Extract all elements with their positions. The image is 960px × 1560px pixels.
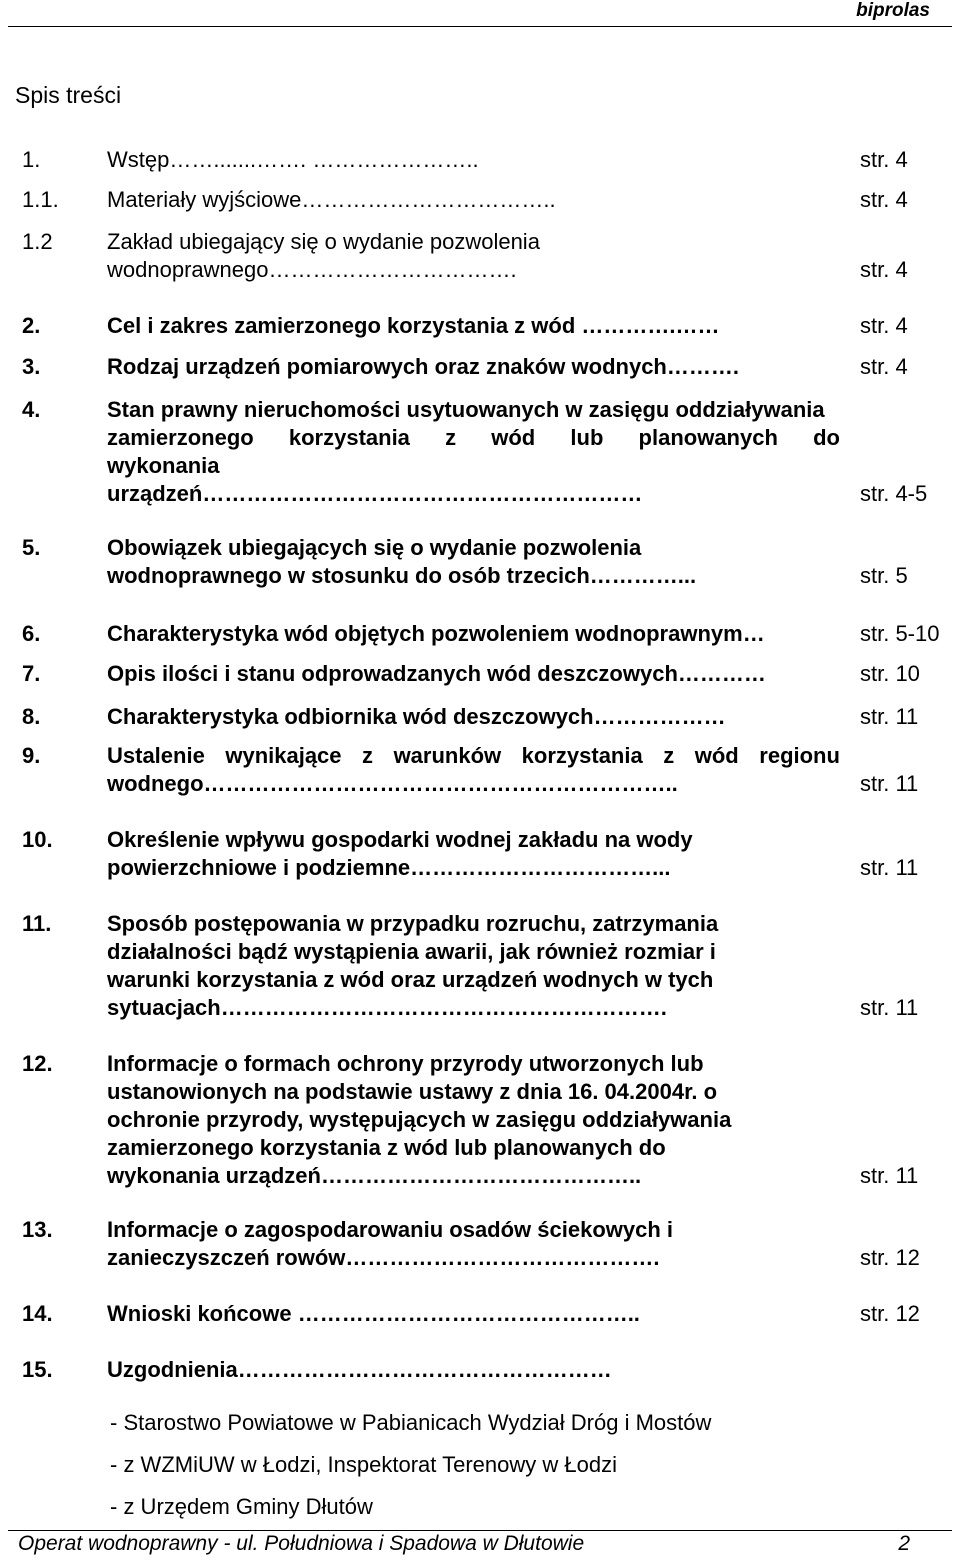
toc-entry-page: str. 5 — [860, 563, 908, 588]
toc-entry-title — [107, 312, 840, 340]
toc-entry-title — [107, 703, 840, 731]
toc-entry-title — [107, 1356, 840, 1384]
toc-entry-title — [107, 620, 840, 648]
toc-entry-title-line: zanieczyszczeń rowów……………………………………. — [107, 1245, 660, 1270]
toc-entry — [0, 1216, 960, 1272]
toc-entry-title — [107, 742, 840, 798]
toc-entry-title — [107, 353, 840, 381]
toc-entry-title — [107, 910, 840, 1022]
toc-entry-number: 7. — [22, 661, 41, 686]
toc-entry — [0, 620, 960, 648]
toc-entry-title-line: powierzchniowe i podziemne……………………………... — [107, 855, 671, 880]
toc-entry-page: str. 4 — [860, 354, 908, 379]
header-brand: biprolas — [856, 0, 930, 21]
toc-entry-title-line: Ustalenie wynikające z warunków korzystania z wód regionu — [107, 743, 840, 768]
toc-entry-title-line: Charakterystyka wód objętych pozwoleniem wodnoprawnym… — [107, 621, 765, 646]
toc-entry-title-line: Informacje o zagospodarowaniu osadów ściekowych i — [107, 1217, 674, 1242]
toc-entry — [0, 534, 960, 590]
toc-entry — [0, 353, 960, 381]
toc-entry-number: 6. — [22, 621, 41, 646]
toc-entry-title — [107, 1050, 840, 1190]
toc-entry-title — [107, 186, 840, 214]
toc-entry-title-line: Informacje o formach ochrony przyrody utworzonych lub — [107, 1051, 704, 1076]
toc-entry — [0, 826, 960, 882]
toc-entry — [0, 703, 960, 731]
toc-entry-page: str. 12 — [860, 1301, 920, 1326]
toc-entry-title-line: ochronie przyrody, występujących w zasięgu oddziaływania — [107, 1107, 732, 1132]
toc-entry-title-line: wykonania — [107, 453, 220, 478]
toc-entry-title-line: Materiały wyjściowe…………………………….. — [107, 187, 556, 212]
toc-entry-title-line: działalności bądź wystąpienia awarii, jak również rozmiar i — [107, 939, 716, 964]
footer-divider — [8, 1530, 952, 1531]
toc-entry-title-line: Uzgodnienia…………………………………………… — [107, 1357, 612, 1382]
approval-item: - z Urzędem Gminy Dłutów — [110, 1494, 373, 1519]
toc-entry-title-line: wodnego……………………………………………………….. — [107, 771, 678, 796]
approval-item: - Starostwo Powiatowe w Pabianicach Wydział Dróg i Mostów — [110, 1410, 712, 1435]
toc-entry-title — [107, 826, 840, 882]
toc-entry-title-line: Zakład ubiegający się o wydanie pozwolenia — [107, 229, 540, 254]
toc-entry-page: str. 4 — [860, 257, 908, 282]
toc-entry-title — [107, 228, 840, 284]
toc-entry — [0, 312, 960, 340]
toc-entry-number: 3. — [22, 354, 41, 379]
toc-title: Spis treści — [15, 82, 122, 108]
toc-entry-page: str. 10 — [860, 661, 920, 686]
toc-entry-page: str. 5-10 — [860, 621, 940, 646]
header-divider — [8, 26, 952, 27]
toc-entry-number: 4. — [22, 397, 41, 422]
toc-entry-title — [107, 1300, 840, 1328]
toc-entry-title-line: Określenie wpływu gospodarki wodnej zakładu na wody — [107, 827, 693, 852]
toc-entry-title-line: sytuacjach……………………………………………………. — [107, 995, 667, 1020]
toc-entry-title-line: warunki korzystania z wód oraz urządzeń wodnych w tych — [107, 967, 714, 992]
toc-entry-number: 8. — [22, 704, 41, 729]
footer-page-number: 2 — [898, 1532, 910, 1555]
toc-entry-page: str. 11 — [860, 995, 919, 1020]
toc-entry-title-line: Rodzaj urządzeń pomiarowych oraz znaków wodnych………. — [107, 354, 739, 379]
toc-entry-page: str. 11 — [860, 855, 919, 880]
toc-entry-number: 13. — [22, 1217, 53, 1242]
toc-entry-number: 10. — [22, 827, 53, 852]
toc-entry-number: 1.1. — [22, 187, 59, 212]
toc-entry — [0, 396, 960, 508]
footer-text: Operat wodnoprawny - ul. Południowa i Spadowa w Dłutowie — [18, 1532, 585, 1555]
toc-entry — [0, 146, 960, 174]
toc-entry — [0, 742, 960, 798]
toc-entry-title-line: zamierzonego korzystania z wód lub planowanych do — [107, 1135, 666, 1160]
toc-entry-number: 5. — [22, 535, 41, 560]
approval-item: - z WZMiUW w Łodzi, Inspektorat Terenowy w Łodzi — [110, 1452, 617, 1477]
toc-entry-page: str. 11 — [860, 771, 919, 796]
toc-entry-title-line: Sposób postępowania w przypadku rozruchu, zatrzymania — [107, 911, 719, 936]
toc-entry-number: 15. — [22, 1357, 53, 1382]
toc-entry — [0, 660, 960, 688]
toc-entry-title — [107, 1216, 840, 1272]
toc-entry-title-line: urządzeń…………………………………………………… — [107, 481, 643, 506]
toc-entry-title-line: wodnoprawnego w stosunku do osób trzecich…………... — [107, 563, 697, 588]
toc-entry-title-line: Charakterystyka odbiornika wód deszczowych……………… — [107, 704, 726, 729]
toc-entry-page: str. 11 — [860, 1163, 919, 1188]
toc-entry-page: str. 4 — [860, 313, 908, 338]
toc-entry-title-line: wodnoprawnego……………………………. — [107, 257, 517, 282]
toc-entry-title-line: Opis ilości i stanu odprowadzanych wód deszczowych………… — [107, 661, 766, 686]
toc-entry-title — [107, 396, 840, 508]
toc-entry-number: 14. — [22, 1301, 53, 1326]
toc-entry-title — [107, 146, 840, 174]
toc-entry — [0, 1050, 960, 1190]
toc-entry — [0, 910, 960, 1022]
toc-entry-title-line: ustanowionych na podstawie ustawy z dnia 16. 04.2004r. o — [107, 1079, 718, 1104]
toc-entry-title — [107, 660, 840, 688]
toc-entry-number: 12. — [22, 1051, 53, 1076]
toc-entry — [0, 186, 960, 214]
toc-entry-title-line: wykonania urządzeń…………………………………….. — [107, 1163, 642, 1188]
toc-entry-title-line: zamierzonego korzystania z wód lub planowanych do — [107, 425, 840, 450]
toc-entry-page: str. 12 — [860, 1245, 920, 1270]
toc-entry — [0, 1300, 960, 1328]
toc-entry-number: 1. — [22, 147, 41, 172]
toc-entry — [0, 1356, 960, 1384]
toc-entry-title — [107, 534, 840, 590]
toc-entry-page: str. 4 — [860, 147, 908, 172]
toc-entry-number: 9. — [22, 743, 41, 768]
toc-entry-page: str. 4 — [860, 187, 908, 212]
toc-entry-number: 2. — [22, 313, 41, 338]
toc-entry-title-line: Stan prawny nieruchomości usytuowanych w zasięgu oddziaływania — [107, 397, 825, 422]
toc-entry-number: 1.2 — [22, 229, 53, 254]
toc-entry-title-line: Wstęp…….......……. ………………….. — [107, 147, 479, 172]
toc-entry-title-line: Cel i zakres zamierzonego korzystania z wód ………….…… — [107, 313, 720, 338]
toc-entry-number: 11. — [22, 911, 52, 936]
toc-entry-title-line: Wnioski końcowe ……………………………………….. — [107, 1301, 640, 1326]
toc-entry-title-line: Obowiązek ubiegających się o wydanie pozwolenia — [107, 535, 642, 560]
toc-entry-page: str. 4-5 — [860, 481, 928, 506]
toc-entry — [0, 228, 960, 284]
toc-entry-page: str. 11 — [860, 704, 919, 729]
